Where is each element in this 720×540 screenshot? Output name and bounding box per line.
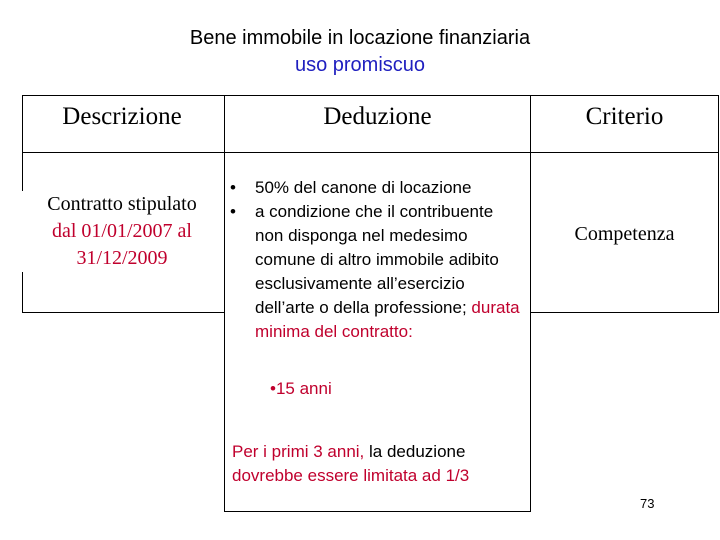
bullet-2-text: a condizione che il contribuente non disponga nel medesimo comune di altro immobile adibito esclusivamente all’esercizio dell’arte o della professione;	[255, 202, 499, 317]
deduzione-note	[232, 440, 527, 488]
descrizione-line3: 31/12/2009	[76, 247, 168, 269]
bullet-2-red-text: durata minima del contratto:	[255, 298, 520, 341]
slide-title: Bene immobile in locazione finanziaria	[189, 27, 531, 49]
descrizione-cell	[22, 191, 222, 272]
criterio-value: Competenza	[574, 223, 675, 245]
descrizione-line2: dal 01/01/2007 al	[52, 220, 192, 242]
deduzione-bullet-2	[230, 200, 525, 344]
descrizione-line1: Contratto stipulato	[47, 193, 197, 215]
note-red-text-2: dovrebbe essere limitata ad 1/3	[232, 466, 470, 485]
bullet-1-text: 50% del canone di locazione	[255, 178, 472, 197]
bullet-icon: •	[230, 202, 236, 221]
deduzione-list	[230, 176, 525, 344]
header-criterio: Criterio	[585, 103, 664, 130]
page-number: 73	[640, 496, 655, 511]
note-black-text: la deduzione	[369, 442, 466, 461]
deduzione-bullet-1	[230, 176, 525, 200]
header-deduzione: Deduzione	[323, 103, 432, 130]
deduzione-top-border	[224, 95, 531, 96]
header-descrizione: Descrizione	[62, 103, 182, 130]
slide-subtitle: uso promiscuo	[294, 54, 426, 76]
deduzione-header-divider	[224, 152, 531, 153]
bullet-icon: •	[230, 178, 236, 197]
sub-bullet-15-anni: •15 anni	[270, 379, 332, 398]
note-red-text: Per i primi 3 anni,	[232, 442, 365, 461]
